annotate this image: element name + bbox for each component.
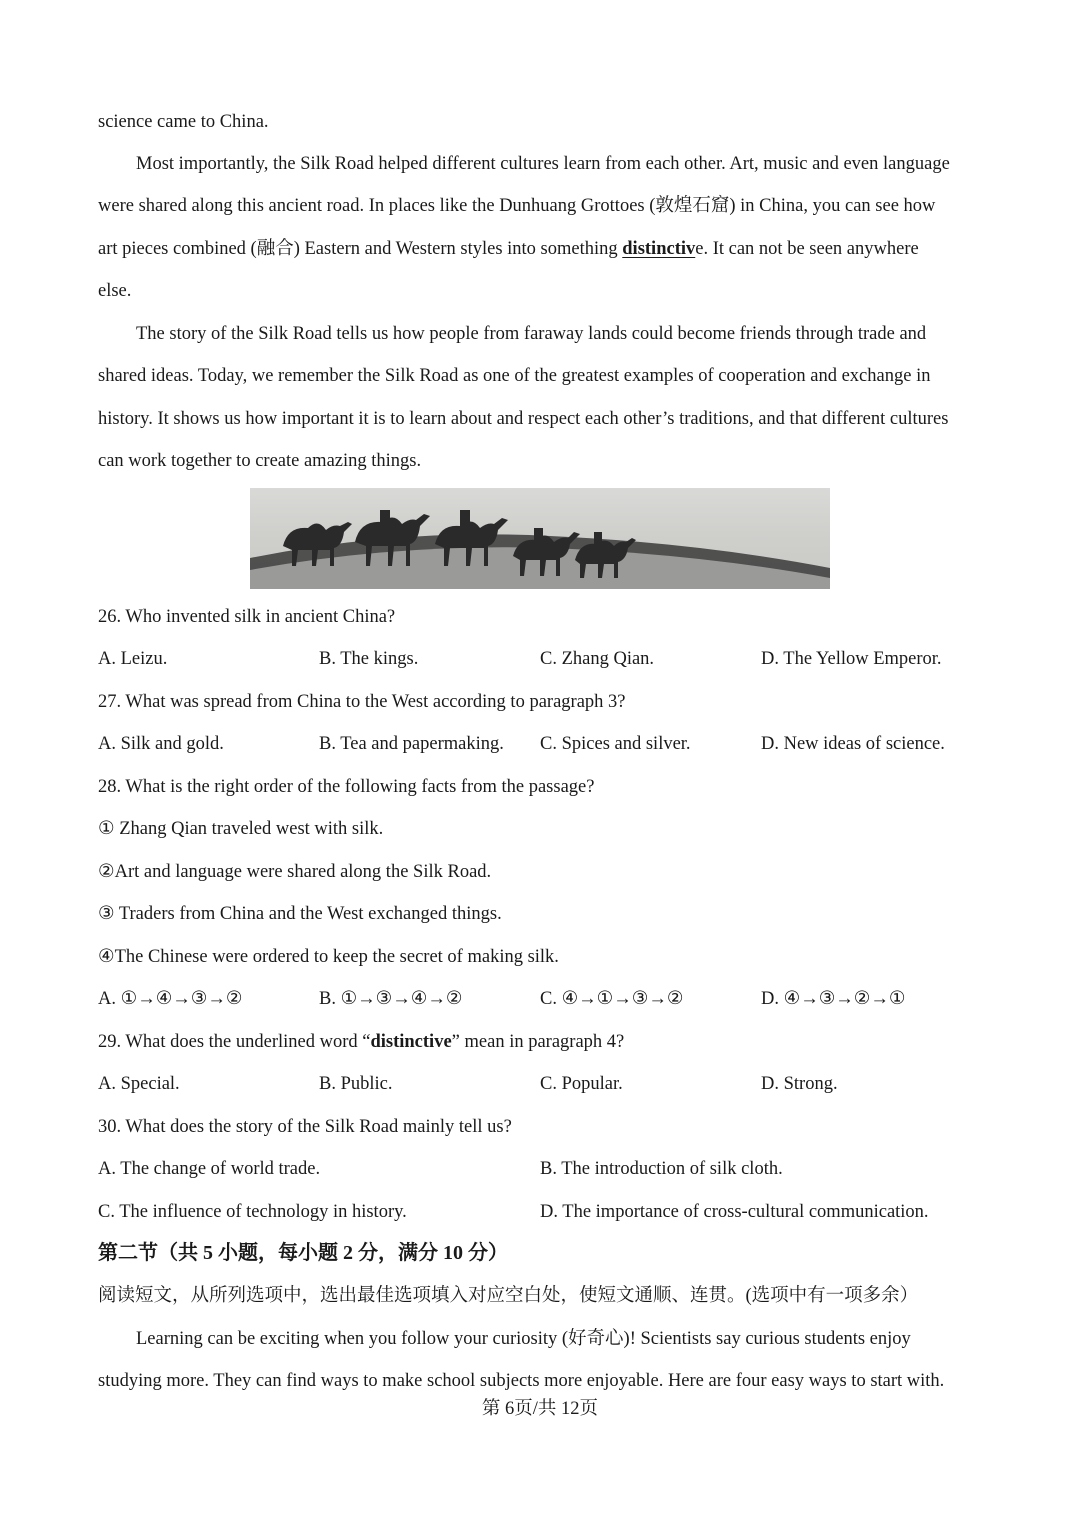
passage-line: Learning can be exciting when you follow your curiosity (好奇心)! Scientists say curious students enjoy <box>136 1329 911 1349</box>
passage-line: studying more. They can find ways to make school subjects more enjoyable. Here are four easy ways to start with. <box>98 1371 945 1391</box>
page-footer: 第 6页/共 12页 <box>481 1399 599 1419</box>
q26-option-b: B. The kings. <box>319 649 419 669</box>
q26-option-d: D. The Yellow Emperor. <box>761 649 942 669</box>
q29-option-a: A. Special. <box>98 1074 180 1094</box>
question-26-stem: 26. Who invented silk in ancient China? <box>98 607 396 627</box>
question-27-stem: 27. What was spread from China to the West according to paragraph 3? <box>98 692 626 712</box>
passage-line: Most importantly, the Silk Road helped different cultures learn from each other. Art, music and even language <box>136 154 950 174</box>
q27-option-d: D. New ideas of science. <box>761 734 945 754</box>
q28-fact-3: ③ Traders from China and the West exchanged things. <box>98 904 502 924</box>
q28-option-d: D. ④→③→②→① <box>761 989 906 1009</box>
q27-option-c: C. Spices and silver. <box>540 734 691 754</box>
q26-option-a: A. Leizu. <box>98 649 168 669</box>
passage-line: shared ideas. Today, we remember the Silk Road as one of the greatest examples of cooperation and exchange in <box>98 366 931 386</box>
passage-line: history. It shows us how important it is to learn about and respect each other’s traditions, and that different cultures <box>98 409 949 429</box>
q28-fact-4: ④The Chinese were ordered to keep the secret of making silk. <box>98 947 559 967</box>
camel-caravan-illustration <box>250 488 830 589</box>
underlined-word: distinctiv <box>622 239 696 259</box>
q27-option-a: A. Silk and gold. <box>98 734 224 754</box>
q29-option-d: D. Strong. <box>761 1074 838 1094</box>
q27-option-b: B. Tea and papermaking. <box>319 734 504 754</box>
section-2-instruction: 阅读短文，从所列选项中，选出最佳选项填入对应空白处，使短文通顺、连贯。(选项中有一项多余） <box>98 1286 919 1306</box>
q30-option-c: C. The influence of technology in history. <box>98 1202 407 1222</box>
q28-option-a: A. ①→④→③→② <box>98 989 243 1009</box>
q28-fact-2: ②Art and language were shared along the Silk Road. <box>98 862 492 882</box>
passage-line: were shared along this ancient road. In places like the Dunhuang Grottoes (敦煌石窟) in China, you can see how <box>98 196 936 216</box>
q29-stem-word: distinctive <box>370 1032 452 1052</box>
passage-line <box>98 237 988 261</box>
q29-option-b: B. Public. <box>319 1074 393 1094</box>
question-30-stem: 30. What does the story of the Silk Road mainly tell us? <box>98 1117 512 1137</box>
question-29-stem <box>98 1030 988 1054</box>
q29-option-c: C. Popular. <box>540 1074 623 1094</box>
passage-line: can work together to create amazing things. <box>98 451 422 471</box>
q26-option-c: C. Zhang Qian. <box>540 649 655 669</box>
passage-text: e. It can not be seen anywhere <box>695 239 919 259</box>
q29-stem-post: ” mean in paragraph 4? <box>451 1032 625 1052</box>
section-2-title: 第二节（共 5 小题，每小题 2 分，满分 10 分） <box>98 1242 508 1264</box>
camel-caravan-svg <box>250 488 830 589</box>
q30-option-b: B. The introduction of silk cloth. <box>540 1159 783 1179</box>
q29-stem-pre: 29. What does the underlined word “ <box>98 1032 371 1052</box>
passage-line: science came to China. <box>98 112 269 132</box>
q28-fact-1: ① Zhang Qian traveled west with silk. <box>98 819 384 839</box>
passage-text: art pieces combined (融合) Eastern and Western styles into something <box>98 239 623 259</box>
passage-line: else. <box>98 281 132 301</box>
q28-option-c: C. ④→①→③→② <box>540 989 684 1009</box>
q30-option-a: A. The change of world trade. <box>98 1159 321 1179</box>
q30-option-d: D. The importance of cross-cultural communication. <box>540 1202 929 1222</box>
passage-line: The story of the Silk Road tells us how people from faraway lands could become friends through trade and <box>136 324 927 344</box>
q28-option-b: B. ①→③→④→② <box>319 989 463 1009</box>
question-28-stem: 28. What is the right order of the following facts from the passage? <box>98 777 595 797</box>
